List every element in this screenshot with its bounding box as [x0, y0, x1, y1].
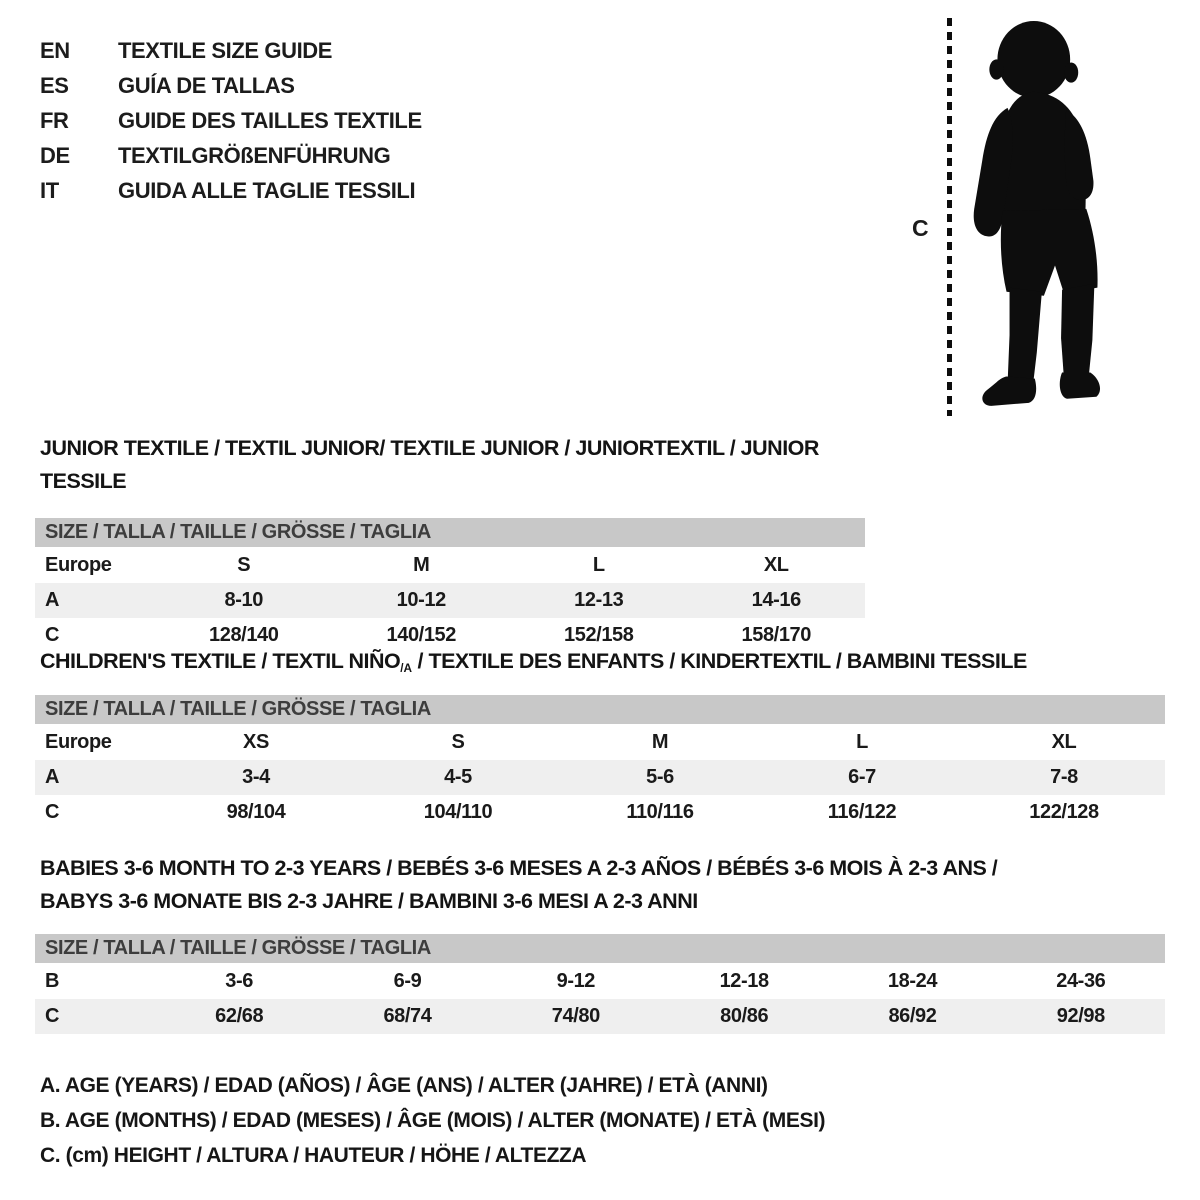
table-cell: 7-8 [1050, 766, 1078, 788]
table-cell: 152/158 [564, 624, 634, 646]
table-cell: XS [243, 731, 269, 753]
table-title-line: JUNIOR TEXTILE / TEXTIL JUNIOR/ TEXTILE JUNIOR / JUNIORTEXTIL / JUNIOR TESSILE [40, 436, 819, 493]
language-row [40, 68, 422, 103]
table-cell: 122/128 [1029, 801, 1099, 823]
row-label: A [45, 766, 60, 788]
table-row [35, 548, 865, 583]
table-cell: L [592, 554, 605, 576]
toddler-silhouette-image [967, 17, 1143, 421]
table-cell: 18-24 [887, 970, 938, 992]
table-title [35, 645, 1165, 681]
table-cell: 9-12 [556, 970, 596, 992]
language-code: FR [40, 107, 69, 133]
table-cell: 4-5 [444, 766, 472, 788]
junior-size-table [35, 432, 865, 653]
language-row [40, 138, 422, 173]
table-cell: 14-16 [751, 589, 801, 611]
language-title: TEXTILE SIZE GUIDE [118, 37, 333, 63]
table-row [35, 725, 1165, 760]
table-size-header: SIZE / TALLA / TAILLE / GRÖSSE / TAGLIA [35, 518, 865, 547]
table-row [35, 999, 1165, 1034]
table-cell: XL [763, 554, 789, 576]
table-cell: 5-6 [646, 766, 674, 788]
table-cell: 3-6 [225, 970, 254, 992]
table-row [35, 583, 865, 618]
table-cell: 68/74 [383, 1005, 432, 1027]
table-cell: M [651, 731, 669, 753]
table-title-line: CHILDREN'S TEXTILE / TEXTIL NIÑO/A / TEXTILE DES ENFANTS / KINDERTEXTIL / BAMBINI TESSILE [40, 649, 1027, 675]
table-title-line: BABYS 3-6 MONATE BIS 2-3 JAHRE / BAMBINI 3-6 MESI A 2-3 ANNI [40, 889, 698, 913]
table-cell: 12-18 [719, 970, 769, 992]
language-title: GUÍA DE TALLAS [118, 72, 295, 98]
table-title-line: BABIES 3-6 MONTH TO 2-3 YEARS / BEBÉS 3-6 MESES A 2-3 AÑOS / BÉBÉS 3-6 MOIS À 2-3 ANS / [40, 856, 998, 880]
table-cell: 80/86 [720, 1005, 769, 1027]
row-label: C [45, 624, 60, 646]
language-code: ES [40, 72, 69, 98]
row-label: A [45, 589, 60, 611]
table-cell: 158/170 [741, 624, 811, 646]
language-code: DE [40, 142, 70, 168]
legend-line: A. AGE (YEARS) / EDAD (AÑOS) / ÂGE (ANS) / ALTER (JAHRE) / ETÀ (ANNI) [40, 1073, 768, 1097]
legend-line: C. (cm) HEIGHT / ALTURA / HAUTEUR / HÖHE / ALTEZZA [40, 1143, 587, 1167]
row-label: C [45, 801, 60, 823]
table-cell: 116/122 [827, 801, 897, 823]
height-measure-line [947, 18, 952, 416]
height-measure-label: C [912, 215, 929, 241]
table-cell: 140/152 [386, 624, 456, 646]
table-title [35, 432, 865, 498]
language-list [40, 33, 422, 208]
language-code: IT [40, 177, 59, 203]
table-cell: 8-10 [224, 589, 263, 611]
row-label: B [45, 970, 60, 992]
table-cell: 128/140 [209, 624, 279, 646]
table-cell: 6-7 [848, 766, 876, 788]
table-row [35, 964, 1165, 999]
table-cell: 12-13 [574, 589, 624, 611]
language-row [40, 173, 422, 208]
table-rows [35, 964, 1165, 1034]
row-label: Europe [45, 554, 112, 576]
language-row [40, 103, 422, 138]
table-cell: 24-36 [1056, 970, 1106, 992]
language-title: GUIDA ALLE TAGLIE TESSILI [118, 177, 416, 203]
language-code: EN [40, 37, 70, 63]
table-cell: 92/98 [1056, 1005, 1105, 1027]
babies-size-table [35, 852, 1165, 1034]
table-title [35, 852, 1165, 918]
table-cell: 86/92 [888, 1005, 937, 1027]
children-size-table [35, 645, 1165, 830]
table-size-header: SIZE / TALLA / TAILLE / GRÖSSE / TAGLIA [35, 695, 1165, 724]
table-cell: 74/80 [551, 1005, 600, 1027]
language-title: GUIDE DES TAILLES TEXTILE [118, 107, 422, 133]
table-cell: 110/116 [626, 801, 694, 823]
row-label: Europe [45, 731, 112, 753]
table-cell: S [237, 554, 251, 576]
table-rows [35, 548, 865, 653]
table-cell: 3-4 [242, 766, 270, 788]
table-cell: 98/104 [226, 801, 286, 823]
table-rows [35, 725, 1165, 830]
table-cell: 10-12 [396, 589, 446, 611]
table-cell: 6-9 [393, 970, 422, 992]
language-row [40, 33, 422, 68]
legend-line: B. AGE (MONTHS) / EDAD (MESES) / ÂGE (MOIS) / ALTER (MONATE) / ETÀ (MESI) [40, 1108, 826, 1132]
table-cell: M [413, 554, 430, 576]
language-title: TEXTILGRÖßENFÜHRUNG [118, 142, 391, 168]
table-cell: S [451, 731, 465, 753]
row-label: C [45, 1005, 60, 1027]
table-row [35, 795, 1165, 830]
table-size-header: SIZE / TALLA / TAILLE / GRÖSSE / TAGLIA [35, 934, 1165, 963]
table-cell: XL [1051, 731, 1077, 753]
legend [40, 1068, 825, 1173]
table-row [35, 760, 1165, 795]
table-cell: 62/68 [215, 1005, 264, 1027]
table-cell: 104/110 [423, 801, 493, 823]
table-cell: L [856, 731, 868, 753]
